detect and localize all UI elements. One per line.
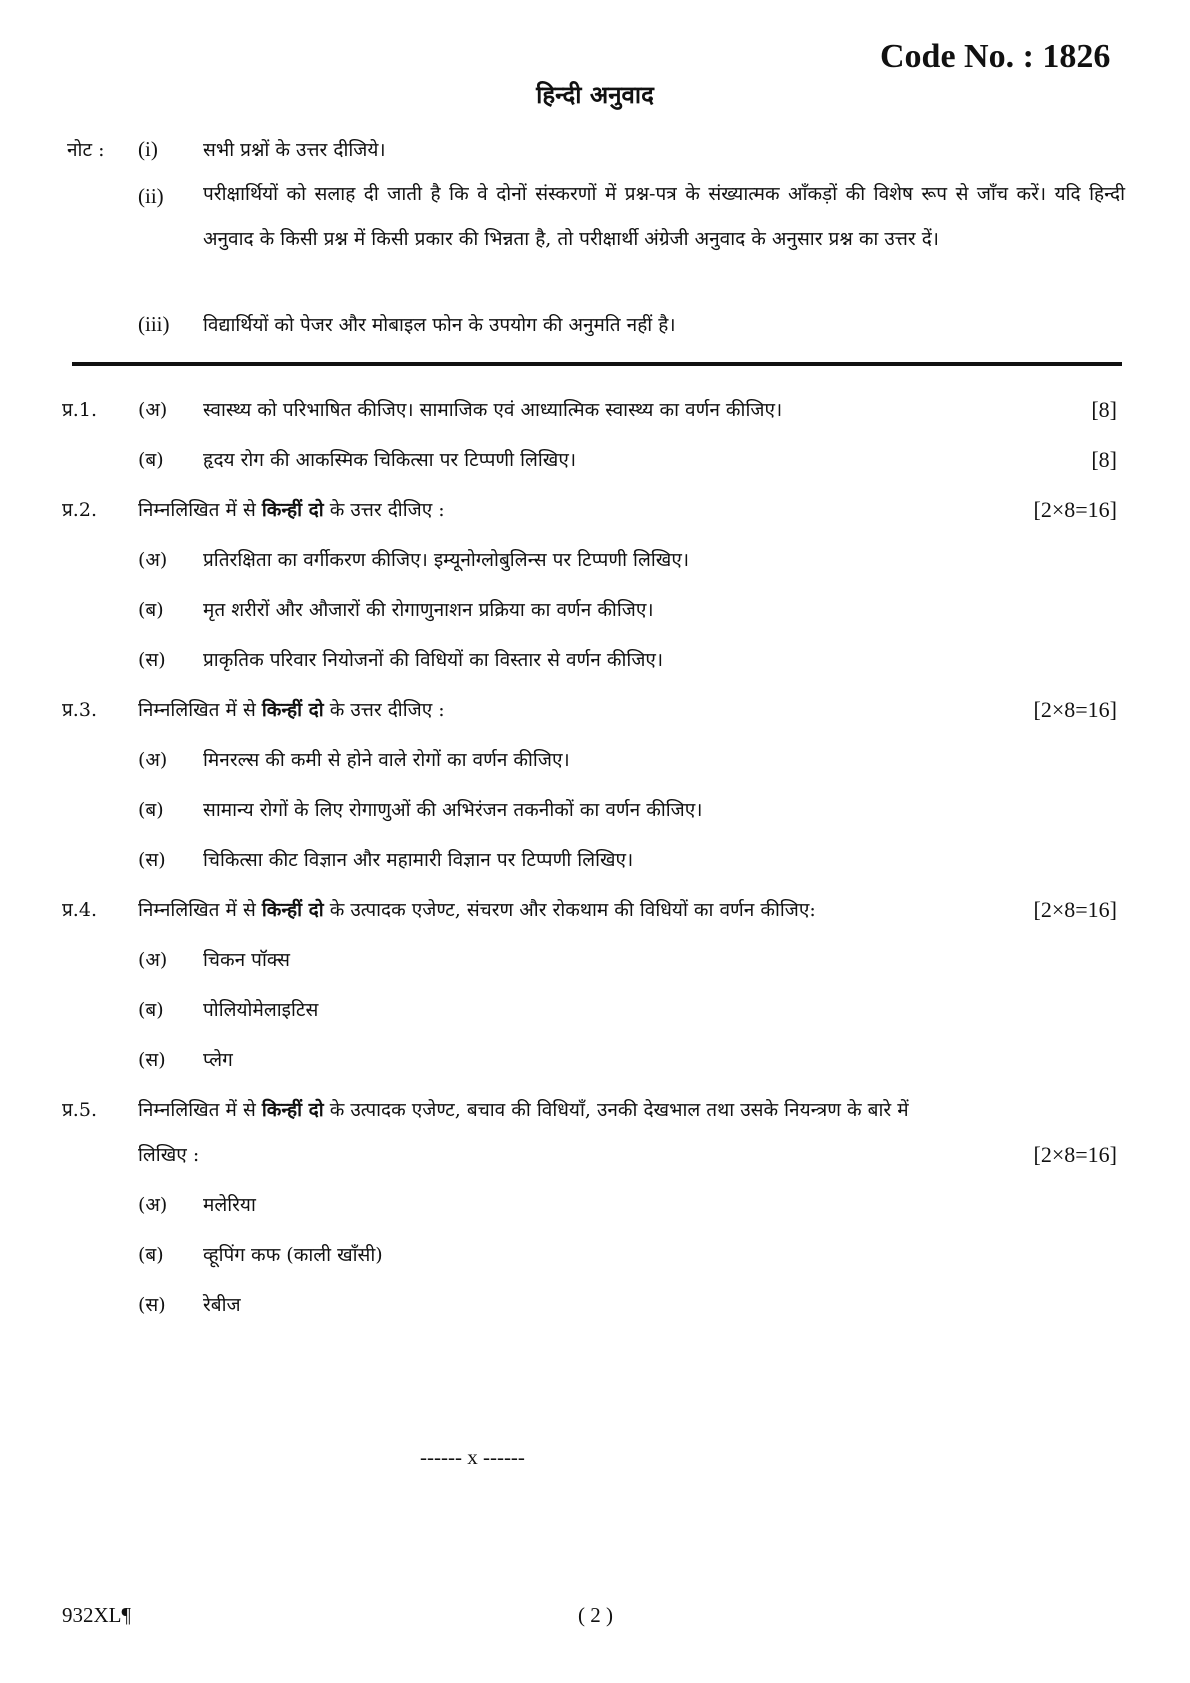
q4-b-text: पोलियोमेलाइटिस	[203, 999, 319, 1021]
q2-marks: [2×8=16]	[1033, 497, 1117, 522]
q4-b-label: (ब)	[138, 999, 164, 1021]
q1-b-text: हृदय रोग की आकस्मिक चिकित्सा पर टिप्पणी लिखिए।	[203, 449, 577, 471]
q3-b-label: (ब)	[138, 799, 164, 821]
code-number: Code No. : 1826	[880, 38, 1111, 75]
q2-stem: निम्नलिखित में से किन्हीं दो के उत्तर दीजिए :	[138, 499, 445, 521]
note-text-3: विद्यार्थियों को पेजर और मोबाइल फोन के उपयोग की अनुमति नहीं है।	[203, 314, 676, 336]
page-number: ( 2 )	[578, 1603, 613, 1627]
q2-a-text: प्रतिरक्षिता का वर्गीकरण कीजिए। इम्यूनोग्लोबुलिन्स पर टिप्पणी लिखिए।	[203, 549, 690, 571]
q5-c-text: रेबीज	[203, 1294, 241, 1316]
q1-b-marks: [8]	[1091, 447, 1117, 472]
q3-stem: निम्नलिखित में से किन्हीं दो के उत्तर दीजिए :	[138, 699, 445, 721]
q5-b-text: व्हूपिंग कफ (काली खाँसी)	[203, 1244, 383, 1266]
q3-a-text: मिनरल्स की कमी से होने वाले रोगों का वर्णन कीजिए।	[203, 749, 570, 771]
q1-a-marks: [8]	[1091, 397, 1117, 422]
q5-a-label: (अ)	[138, 1194, 168, 1216]
q1-b-label: (ब)	[138, 449, 164, 471]
q2-c-text: प्राकृतिक परिवार नियोजनों की विधियों का विस्तार से वर्णन कीजिए।	[203, 649, 664, 671]
q1-number: प्र.1.	[62, 399, 97, 421]
q4-a-text: चिकन पॉक्स	[203, 949, 290, 971]
q2-b-text: मृत शरीरों और औजारों की रोगाणुनाशन प्रक्रिया का वर्णन कीजिए।	[203, 599, 654, 621]
note-text-2: परीक्षार्थियों को सलाह दी जाती है कि वे दोनों संस्करणों में प्रश्न-पत्र के संख्यात्मक आँकड़ों की विशेष रूप से जाँच करें। यदि हिन्दी अनुवाद के किसी प्रश्न में किसी प्रकार की भिन्नता है, तो परीक्षार्थी अंग्रेजी अनुवाद के अनुसार प्रश्न का उत्तर दें।	[203, 183, 1125, 250]
q2-c-label: (स)	[138, 649, 166, 671]
q5-marks: [2×8=16]	[1033, 1142, 1117, 1167]
q3-c-label: (स)	[138, 849, 166, 871]
note-label: नोट :	[67, 139, 105, 161]
note-num-2: (ii)	[138, 184, 164, 208]
paper-code: 932XL¶	[62, 1603, 132, 1627]
note-num-3: (iii)	[138, 312, 170, 336]
q3-number: प्र.3.	[62, 699, 97, 721]
q3-marks: [2×8=16]	[1033, 697, 1117, 722]
q4-c-label: (स)	[138, 1049, 166, 1071]
q2-number: प्र.2.	[62, 499, 97, 521]
q4-number: प्र.4.	[62, 899, 97, 921]
note-text-1: सभी प्रश्नों के उत्तर दीजिये।	[203, 139, 386, 161]
q3-b-text: सामान्य रोगों के लिए रोगाणुओं की अभिरंजन तकनीकों का वर्णन कीजिए।	[203, 799, 703, 821]
q1-a-text: स्वास्थ्य को परिभाषित कीजिए। सामाजिक एवं आध्यात्मिक स्वास्थ्य का वर्णन कीजिए।	[203, 399, 783, 421]
q2-a-label: (अ)	[138, 549, 168, 571]
q5-c-label: (स)	[138, 1294, 166, 1316]
q2-b-label: (ब)	[138, 599, 164, 621]
note-num-1: (i)	[138, 137, 158, 161]
q5-a-text: मलेरिया	[203, 1194, 256, 1216]
q4-a-label: (अ)	[138, 949, 168, 971]
end-of-paper-mark: ------ x ------	[420, 1445, 525, 1469]
q5-b-label: (ब)	[138, 1244, 164, 1266]
section-divider	[72, 362, 1122, 366]
page-title: हिन्दी अनुवाद	[536, 80, 654, 109]
q5-stem: निम्नलिखित में से किन्हीं दो के उत्पादक एजेण्ट, बचाव की विधियाँ, उनकी देखभाल तथा उसके नियन्त्रण के बारे में	[138, 1099, 909, 1121]
q4-c-text: प्लेग	[203, 1049, 233, 1071]
q1-a-label: (अ)	[138, 399, 168, 421]
q3-a-label: (अ)	[138, 749, 168, 771]
q5-number: प्र.5.	[62, 1099, 97, 1121]
q4-stem: निम्नलिखित में से किन्हीं दो के उत्पादक एजेण्ट, संचरण और रोकथाम की विधियों का वर्णन कीजिए:	[138, 899, 816, 921]
q3-c-text: चिकित्सा कीट विज्ञान और महामारी विज्ञान पर टिप्पणी लिखिए।	[203, 849, 634, 871]
q4-marks: [2×8=16]	[1033, 897, 1117, 922]
q5-stem-line2: लिखिए :	[138, 1144, 200, 1166]
